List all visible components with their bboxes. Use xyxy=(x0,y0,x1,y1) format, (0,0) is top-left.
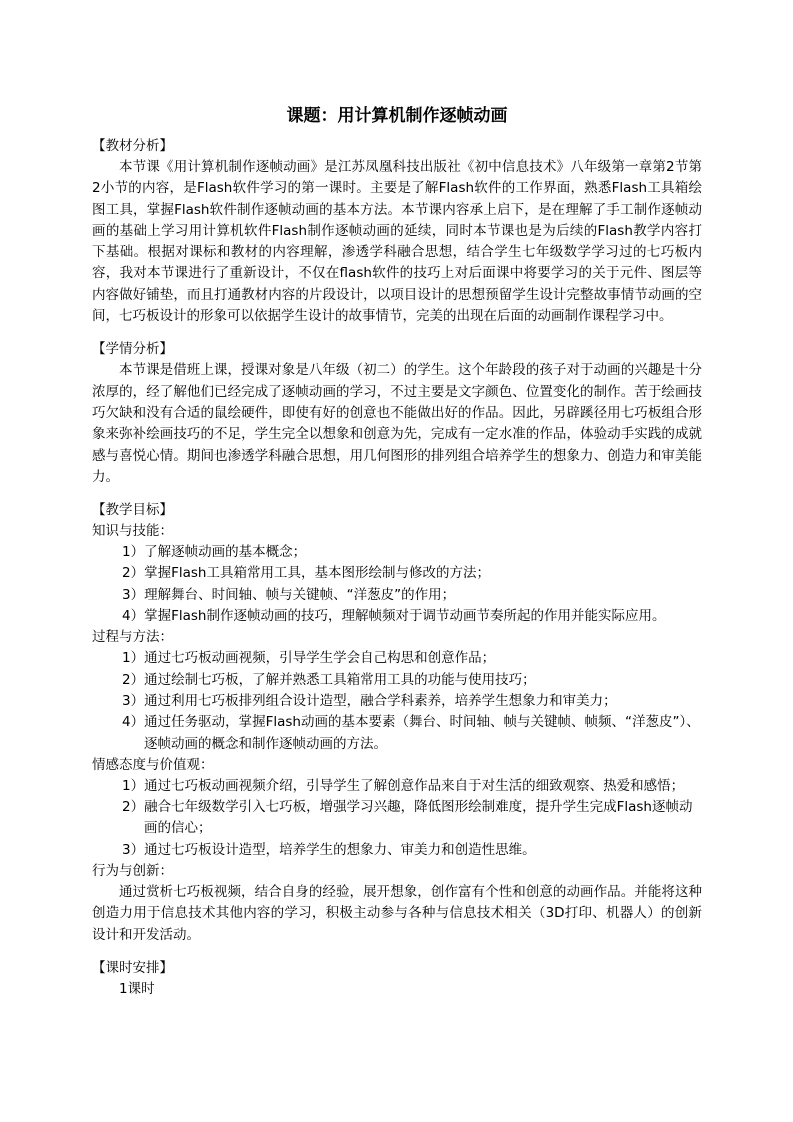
section-heading-schedule: 【课时安排】 xyxy=(92,959,173,976)
page-title: 课题：用计算机制作逐帧动画 xyxy=(286,106,508,126)
section-heading-students: 【学情分析】 xyxy=(92,341,173,358)
list-item: 1）通过七巧板动画视频介绍，引导学生了解创意作品来自于对生活的细致观察、热爱和感悟； xyxy=(122,777,685,794)
list-item: 4）通过任务驱动，掌握Flash动画的基本要素（舞台、时间轴、帧与关键帧、帧频、“洋葱皮”）、逐帧动画的概念和制作逐帧动画的方法。 xyxy=(122,714,700,752)
textbook-analysis-text: 本节课《用计算机制作逐帧动画》是江苏凤凰科技出版社《初中信息技术》八年级第一章第2节第2小节的内容，是Flash软件学习的第一课时。主要是了解Flash软件的工作界面，熟悉Flash工具箱绘图工具，掌握Flash软件制作逐帧动画的基本方法。本节课内容承上启下，是在理解了手工制作逐帧动画的基础上学习用计算机软件Flash制作逐帧动画的延续，同时本节课也是为后续的Flash教学内容打下基础。根据对课标和教材的内容理解，渗透学科融合思想，结合学生七年级数学学习过的七巧板内容，我对本节课进行了重新设计，不仅在flash软件的技巧上对后面课中将要学习的关于元件、图层等内容做好铺垫，而且打通教材内容的片段设计，以项目设计的思想预留学生设计完整故事情节动画的空间，七巧板设计的形象可以依据学生设计的故事情节，完美的出现在后面的动画制作课程学习中。 xyxy=(92,159,702,325)
section-heading-goals: 【教学目标】 xyxy=(92,502,173,519)
list-item: 3）通过利用七巧板排列组合设计造型，融合学科素养，培养学生想象力和审美力； xyxy=(122,692,617,709)
list-item: 1）了解逐帧动画的基本概念； xyxy=(122,544,307,561)
student-analysis-text: 本节课是借班上课，授课对象是八年级（初二）的学生。这个年龄段的孩子对于动画的兴趣是十分浓厚的，经了解他们已经完成了逐帧动画的学习，不过主要是文字颜色、位置变化的制作。苦于绘画技巧欠缺和没有合适的鼠绘硬件，即使有好的创意也不能做出好的作品。因此，另辟蹊径用七巧板组合形象来弥补绘画技巧的不足，学生完全以想象和创意为先，完成有一定水准的作品，体验动手实践的成就感与喜悦心情。期间也渗透学科融合思想，用几何图形的排列组合培养学生的想象力、创造力和审美能力。 xyxy=(92,362,702,485)
list-item: 1）通过七巧板动画视频，引导学生学会自己构思和创意作品； xyxy=(122,650,496,667)
section-heading-textbook: 【教材分析】 xyxy=(92,138,173,154)
schedule-text: 1课时 xyxy=(119,980,155,997)
list-item: 2）通过绘制七巧板，了解并熟悉工具箱常用工具的功能与使用技巧； xyxy=(122,671,536,688)
behavior-text: 通过赏析七巧板视频，结合自身的经验，展开想象，创作富有个性和创意的动画作品。并能将这种创造力用于信息技术其他内容的学习，积极主动参与各种与信息技术相关（3D打印、机器人）的创新设计和开发活动。 xyxy=(92,884,702,943)
list-item: 3）通过七巧板设计造型，培养学生的想象力、审美力和创造性思维。 xyxy=(122,841,536,858)
behavior-label: 行为与创新： xyxy=(92,863,173,880)
document-page xyxy=(92,104,702,1000)
list-item: 2）融合七年级数学引入七巧板，增强学习兴趣，降低图形绘制难度，提升学生完成Flash逐帧动画的信心； xyxy=(122,799,693,837)
knowledge-label: 知识与技能： xyxy=(92,523,173,540)
emotion-label: 情感态度与价值观： xyxy=(92,756,214,773)
list-item: 4）掌握Flash制作逐帧动画的技巧，理解帧频对于调节动画节奏所起的作用并能实际应用。 xyxy=(122,608,666,625)
list-item: 3）理解舞台、时间轴、帧与关键帧、“洋葱皮”的作用； xyxy=(122,586,456,603)
list-item: 2）掌握Flash工具箱常用工具，基本图形绘制与修改的方法； xyxy=(122,565,490,582)
process-label: 过程与方法： xyxy=(92,629,173,646)
